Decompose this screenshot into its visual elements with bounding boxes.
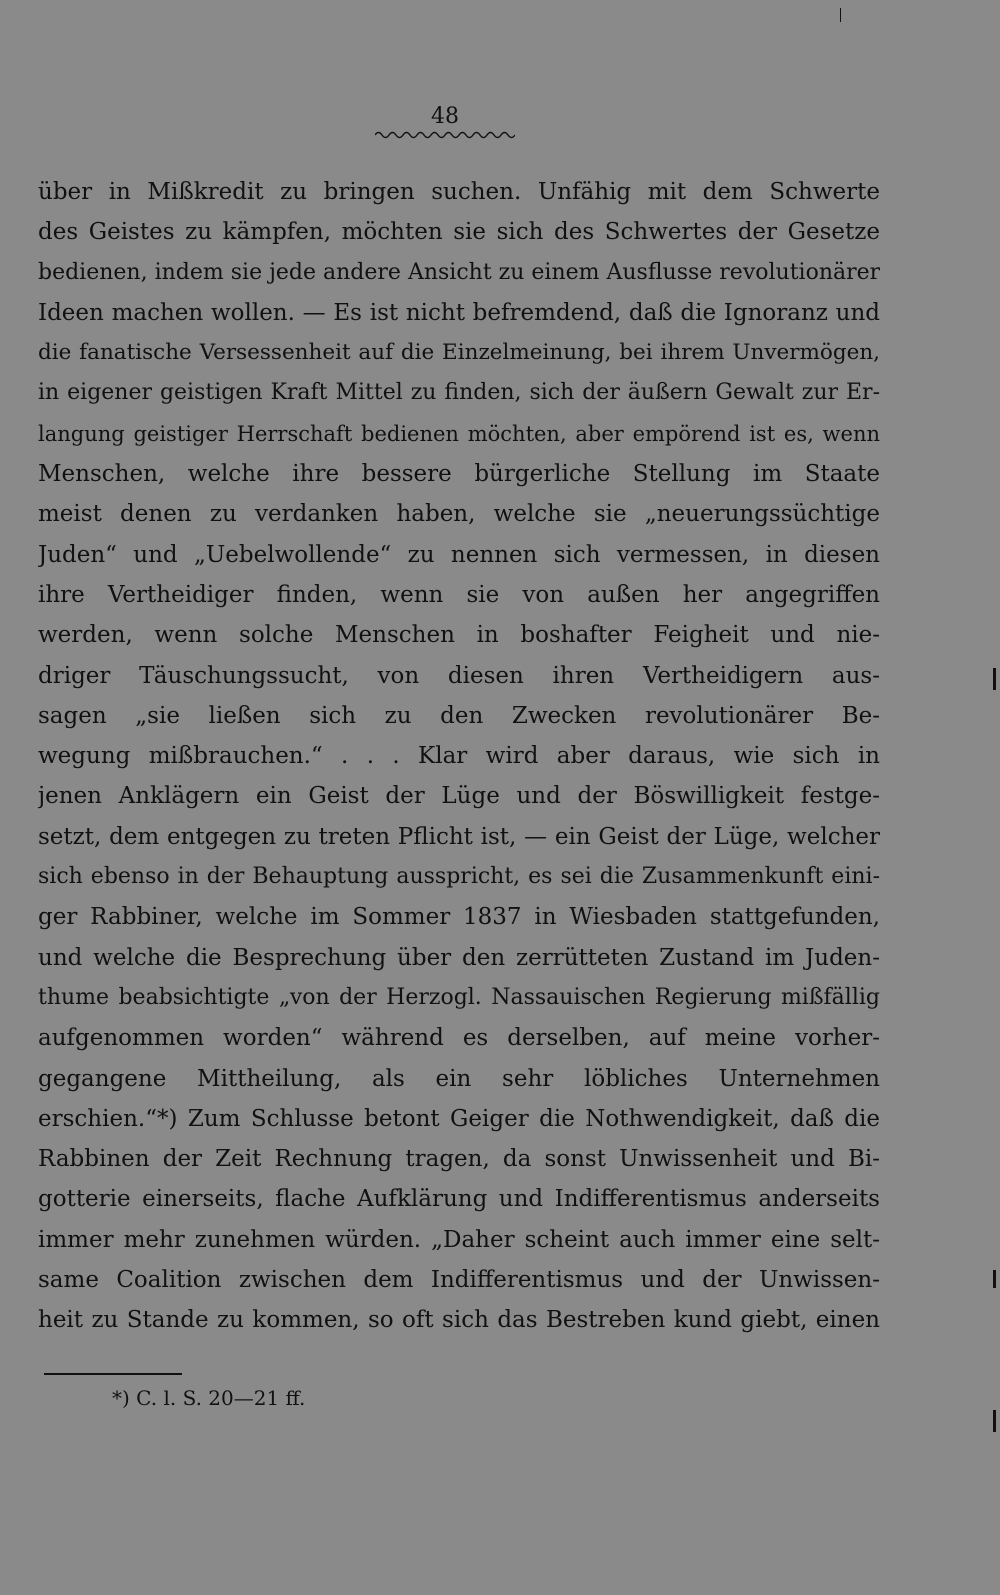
text-line: über in Mißkredit zu bringen suchen. Unfähig mit dem Schwerte — [38, 179, 880, 205]
text-line: ihre Vertheidiger finden, wenn sie von außen her angegriffen — [38, 581, 880, 608]
text-line: heit zu Stande zu kommen, so oft sich das Bestreben kund giebt, einen — [38, 1307, 880, 1334]
scan-edge-mark — [993, 1270, 996, 1288]
text-line: thume beabsichtigte „von der Herzogl. Nassauischen Regierung mißfällig — [38, 984, 880, 1010]
text-line: und welche die Besprechung über den zerrütteten Zustand im Juden- — [38, 944, 880, 971]
body-text — [38, 172, 880, 1341]
text-line: wegung mißbrauchen.“ . . . Klar wird aber daraus, wie sich in — [38, 743, 880, 770]
footnote-divider — [44, 1373, 182, 1375]
scan-edge-mark — [993, 668, 996, 690]
text-line: Juden“ und „Uebelwollende“ zu nennen sich vermessen, in diesen — [38, 541, 880, 568]
scan-edge-mark — [993, 1410, 996, 1432]
text-line: ger Rabbiner, welche im Sommer 1837 in Wiesbaden stattgefunden, — [38, 904, 880, 931]
text-line-emphasized: sagen „sie ließen sich zu den Zwecken revolutionärer Be- — [38, 702, 880, 729]
page-number: 48 — [431, 104, 459, 129]
text-line: aufgenommen worden“ während es derselben, auf meine vorher- — [38, 1025, 880, 1052]
text-line: setzt, dem entgegen zu treten Pflicht ist, — ein Geist der Lüge, welcher — [38, 823, 880, 850]
text-line: gegangene Mittheilung, als ein sehr löbliches Unternehmen — [38, 1065, 880, 1092]
text-line: driger Täuschungssucht, von diesen ihren Vertheidigern aus- — [38, 662, 880, 689]
text-line: sich ebenso in der Behauptung ausspricht, es sei die Zusammenkunft eini- — [38, 864, 880, 890]
text-line: bedienen, indem sie jede andere Ansicht zu einem Ausflusse revolutionärer — [38, 259, 880, 285]
text-line: meist denen zu verdanken haben, welche sie „neuerungssüchtige — [38, 501, 880, 528]
text-line: Menschen, welche ihre bessere bürgerliche Stellung im Staate — [38, 461, 880, 488]
text-line: same Coalition zwischen dem Indifferentismus und der Unwissen- — [38, 1267, 880, 1294]
text-line: immer mehr zunehmen würden. „Daher scheint auch immer eine selt- — [38, 1226, 880, 1253]
text-line: die fanatische Versessenheit auf die Einzelmeinung, bei ihrem Unvermögen, — [38, 340, 880, 366]
decorative-wavy-rule — [375, 130, 515, 140]
text-line: Ideen machen wollen. — Es ist nicht befremdend, daß die Ignoranz und — [38, 299, 880, 326]
text-line: in eigener geistigen Kraft Mittel zu finden, sich der äußern Gewalt zur Er- — [38, 380, 880, 406]
text-line: werden, wenn solche Menschen in boshafter Feigheit und nie- — [38, 622, 880, 649]
text-line: erschien.“*) Zum Schlusse betont Geiger die Nothwendigkeit, daß die — [38, 1105, 880, 1132]
text-line: gotterie einerseits, flache Aufklärung und Indifferentismus anderseits — [38, 1186, 880, 1213]
footnote: *) C. l. S. 20—21 ff. — [112, 1386, 306, 1410]
text-line: Rabbinen der Zeit Rechnung tragen, da sonst Unwissenheit und Bi- — [38, 1146, 880, 1173]
text-line: des Geistes zu kämpfen, möchten sie sich des Schwertes der Gesetze — [38, 219, 880, 246]
scan-edge-mark — [840, 8, 841, 22]
text-line: langung geistiger Herrschaft bedienen möchten, aber empörend ist es, wenn — [38, 421, 880, 446]
text-line: jenen Anklägern ein Geist der Lüge und der Böswilligkeit festge- — [38, 783, 880, 810]
